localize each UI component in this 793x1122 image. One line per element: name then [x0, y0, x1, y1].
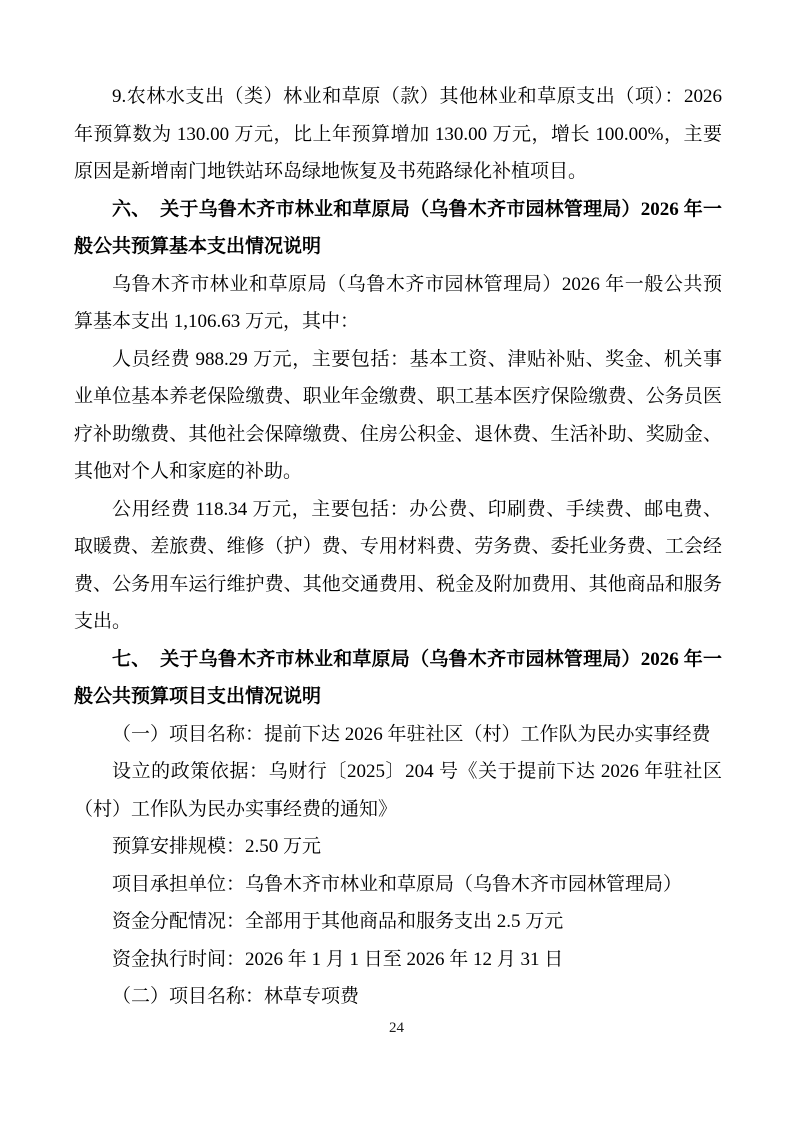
paragraph-project1-name: （一）项目名称：提前下达 2026 年驻社区（村）工作队为民办实事经费 — [112, 723, 711, 745]
paragraph-budget-item-9: 9.农林水支出（类）林业和草原（款）其他林业和草原支出（项）：2026 年预算数为 130.00 万元，比上年预算增加 130.00 万元，增长 100.00%，主要原因是新增南门地铁站环岛绿地恢复及书苑路绿化补植项目。 — [74, 86, 722, 182]
paragraph-project2-name: （二）项目名称：林草专项费 — [112, 986, 360, 1007]
paragraph-project1-budget: 预算安排规模：2.50 万元 — [112, 836, 322, 857]
section-heading-seven: 七、 关于乌鲁木齐市林业和草原局（乌鲁木齐市园林管理局）2026 年一般公共预算项目支出情况说明 — [74, 648, 722, 707]
paragraph-personnel-expense: 人员经费 988.29 万元，主要包括：基本工资、津贴补贴、奖金、机关事业单位基本养老保险缴费、职业年金缴费、职工基本医疗保险缴费、公务员医疗补助缴费、其他社会保障缴费、住房公积金、退休费、生活补助、奖励金、其他对个人和家庭的补助。 — [74, 348, 722, 482]
paragraph-project1-policy: 设立的政策依据：乌财行〔2025〕204 号《关于提前下达 2026 年驻社区（村）工作队为民办实事经费的通知》 — [74, 761, 722, 820]
paragraph-project1-unit: 项目承担单位：乌鲁木齐市林业和草原局（乌鲁木齐市园林管理局） — [112, 873, 683, 895]
section-heading-six: 六、 关于乌鲁木齐市林业和草原局（乌鲁木齐市园林管理局）2026 年一般公共预算基本支出情况说明 — [74, 198, 722, 257]
paragraph-public-expense: 公用经费 118.34 万元，主要包括：办公费、印刷费、手续费、邮电费、取暖费、差旅费、维修（护）费、专用材料费、劳务费、委托业务费、工会经费、公务用车运行维护费、其他交通费用、税金及附加费用、其他商品和服务支出。 — [74, 498, 722, 632]
document-body — [74, 78, 722, 1016]
paragraph-project1-allocation: 资金分配情况：全部用于其他商品和服务支出 2.5 万元 — [112, 911, 564, 932]
paragraph-basic-expense-total: 乌鲁木齐市林业和草原局（乌鲁木齐市园林管理局）2026 年一般公共预算基本支出 1,106.63 万元，其中： — [74, 273, 722, 332]
paragraph-project1-period: 资金执行时间：2026 年 1 月 1 日至 2026 年 12 月 31 日 — [112, 948, 564, 970]
page-number: 24 — [389, 1020, 404, 1036]
